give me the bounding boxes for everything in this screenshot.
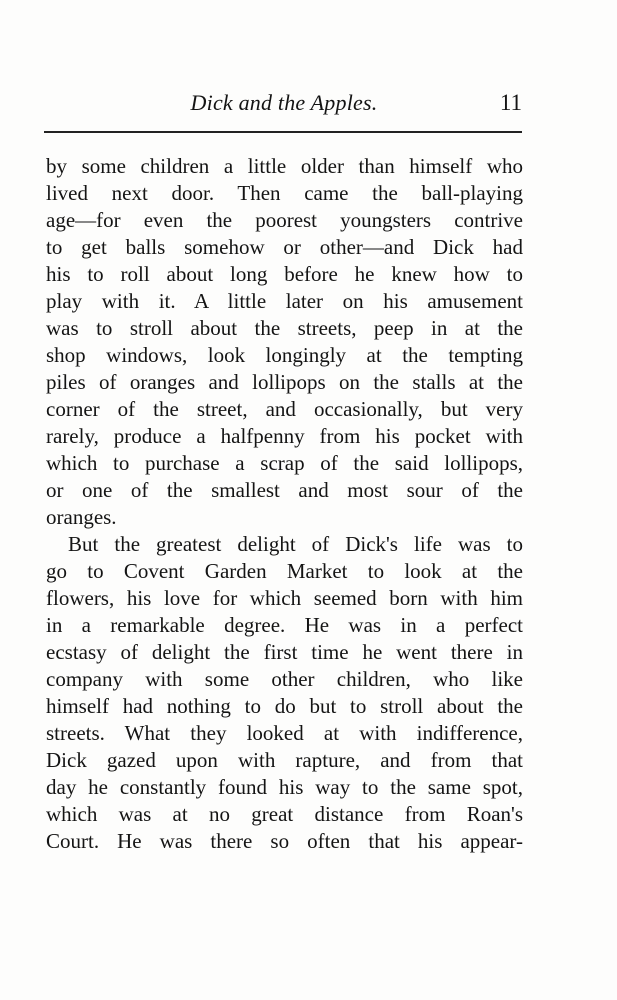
text-line: Dick gazed upon with rapture, and from that [46,748,523,772]
text-line: by some children a little older than himself who [46,154,523,178]
text-line: go to Covent Garden Market to look at the [46,559,523,583]
text-line: oranges. [46,505,117,529]
text-line: day he constantly found his way to the same spot, [46,775,523,799]
text-line: flowers, his love for which seemed born with him [46,586,523,610]
text-line: in a remarkable degree. He was in a perfect [46,613,523,637]
running-head [44,86,524,120]
body-text [46,153,523,855]
text-line: corner of the street, and occasionally, but very [46,397,523,421]
text-line: Court. He was there so often that his appear- [46,829,523,853]
text-line: which was at no great distance from Roan's [46,802,523,826]
text-line: or one of the smallest and most sour of the [46,478,523,502]
text-line: was to stroll about the streets, peep in at the [46,316,523,340]
text-line: age—for even the poorest youngsters contrive [46,208,523,232]
text-line: rarely, produce a halfpenny from his pocket with [46,424,523,448]
text-line: to get balls somehow or other—and Dick had [46,235,523,259]
text-line: which to purchase a scrap of the said lollipops, [46,451,523,475]
text-line: lived next door. Then came the ball-playing [46,181,523,205]
page-number: 11 [499,90,522,115]
text-line: streets. What they looked at with indifference, [46,721,523,745]
text-line: piles of oranges and lollipops on the stalls at the [46,370,523,394]
text-line: himself had nothing to do but to stroll about the [46,694,523,718]
text-line: company with some other children, who like [46,667,523,691]
text-line: play with it. A little later on his amusement [46,289,523,313]
header-rule [44,131,522,133]
text-line: shop windows, look longingly at the tempting [46,343,523,367]
text-line: ecstasy of delight the first time he went there in [46,640,523,664]
text-line: But the greatest delight of Dick's life was to [68,532,523,556]
running-title: Dick and the Apples. [190,90,378,115]
text-line: his to roll about long before he knew how to [46,262,523,286]
